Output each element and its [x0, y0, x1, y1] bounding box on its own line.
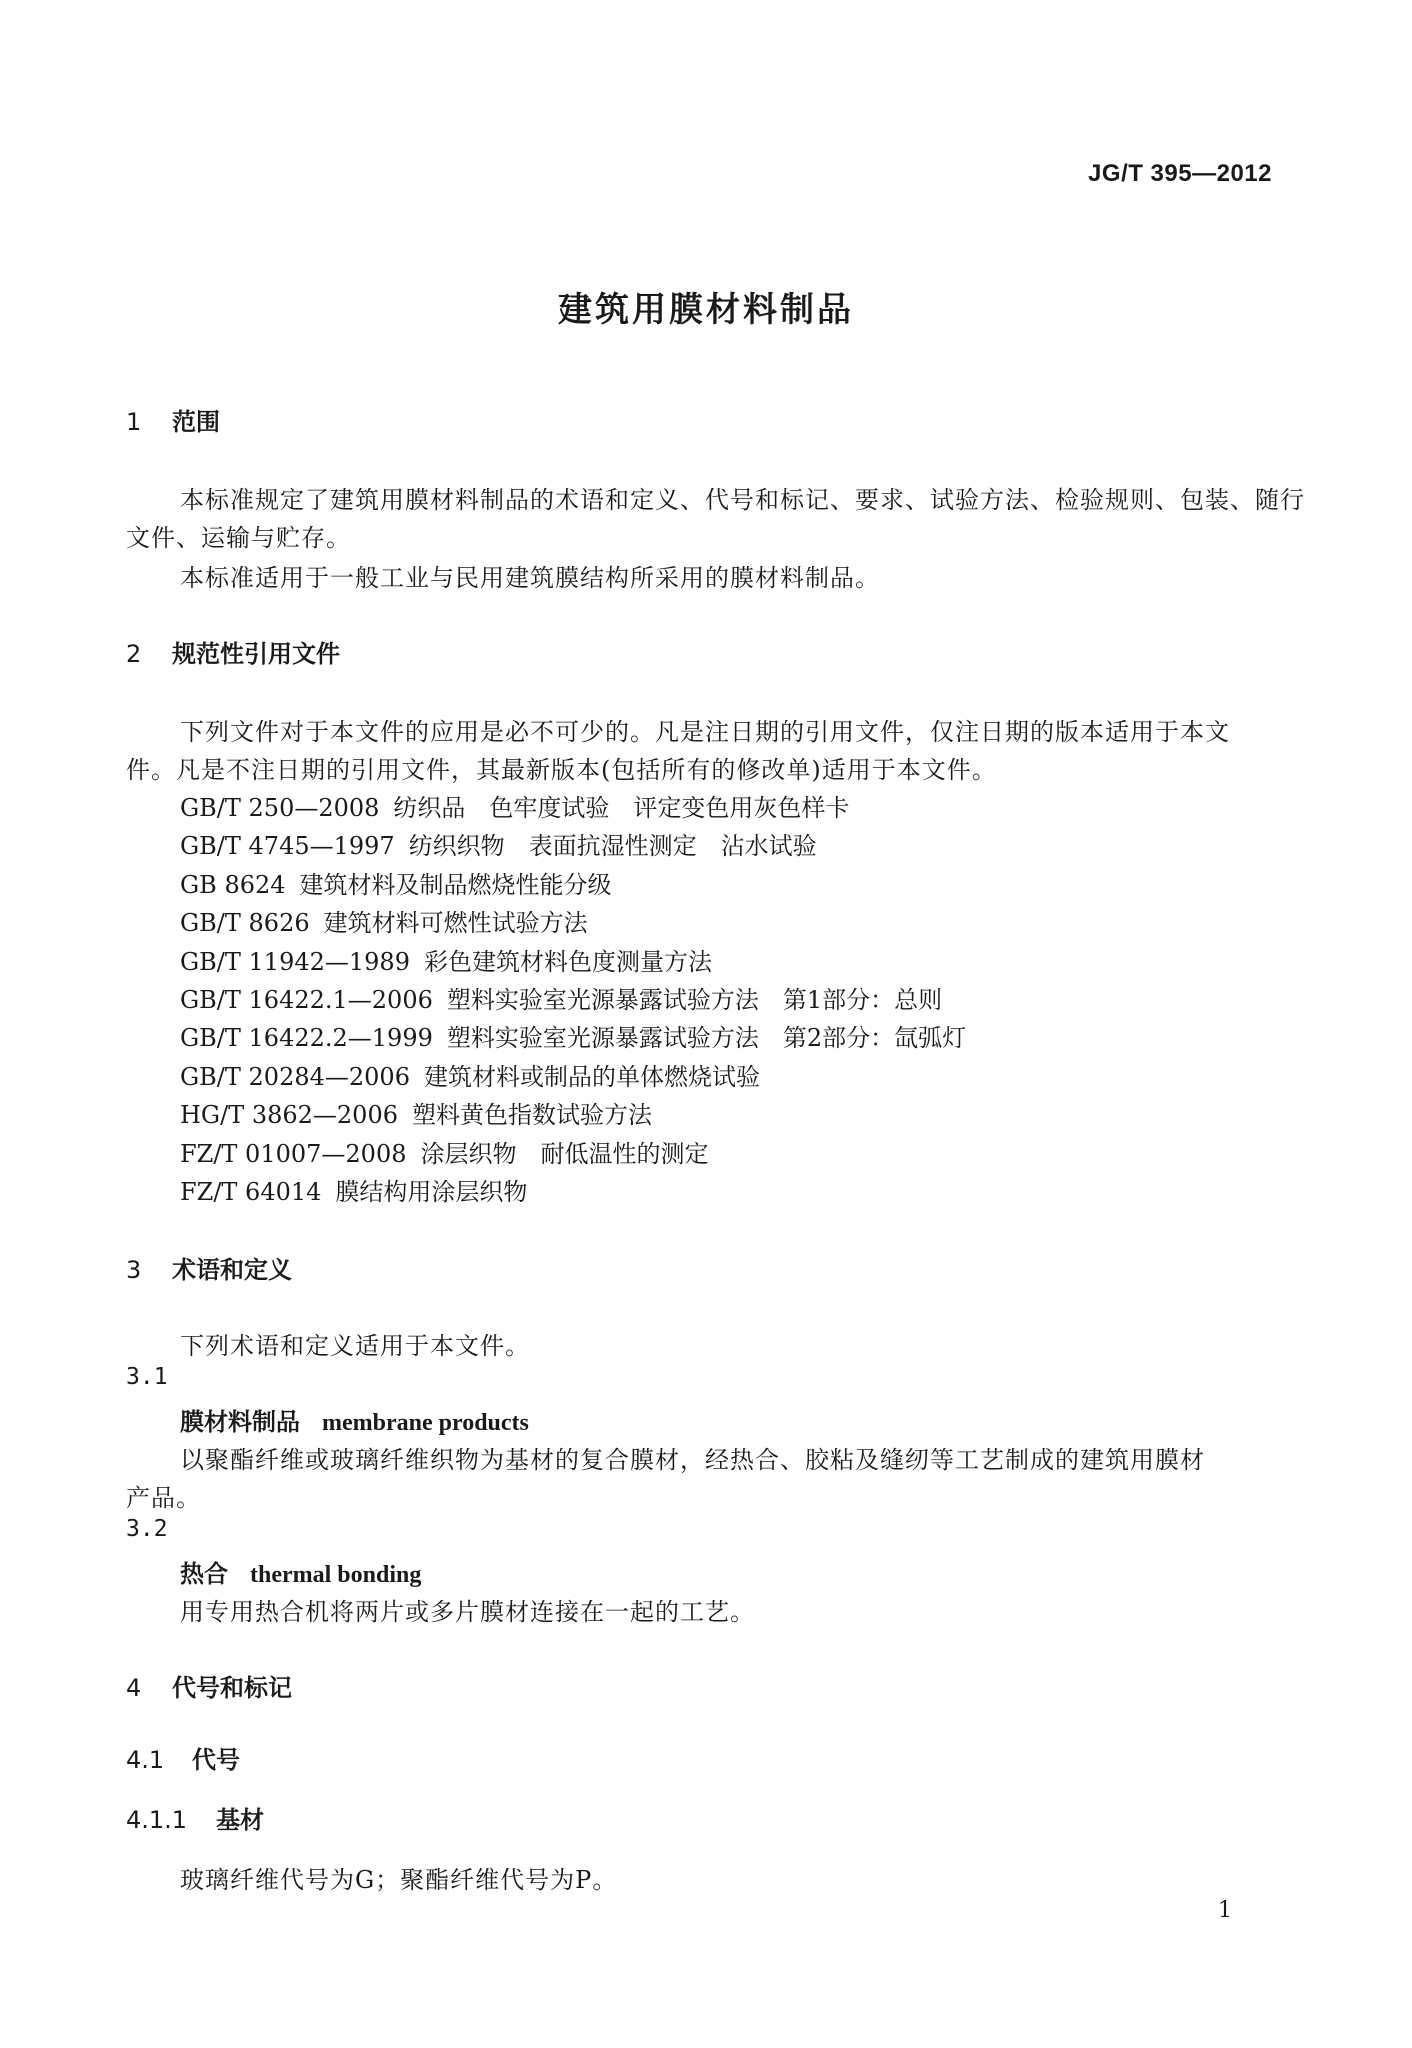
reference-code: GB/T 11942—1989: [180, 948, 410, 976]
section-1-heading: [126, 402, 220, 437]
document-title: 建筑用膜材料制品: [558, 290, 854, 330]
reference-title: 塑料黄色指数试验方法: [411, 1101, 652, 1129]
reference-title: 塑料实验室光源暴露试验方法 第2部分：氙弧灯: [446, 1024, 967, 1052]
reference-title: 纺织品 色牢度试验 评定变色用灰色样卡: [393, 794, 850, 822]
section-2-heading: [126, 634, 340, 669]
term-number: 3.1: [126, 1364, 168, 1390]
base-material-codes: 玻璃纤维代号为G；聚酯纤维代号为P。: [180, 1866, 618, 1894]
scope-paragraph-line1: 本标准规定了建筑用膜材料制品的术语和定义、代号和标记、要求、试验方法、检验规则、包装、随行: [180, 486, 1305, 514]
subsection-number: 4.1: [126, 1746, 165, 1774]
term-heading: [180, 1554, 421, 1589]
term-english: thermal bonding: [250, 1562, 422, 1588]
term-definition-line2: 产品。: [126, 1484, 201, 1512]
scope-paragraph-line2: 文件、运输与贮存。: [126, 524, 351, 552]
reference-code: GB/T 16422.2—1999: [180, 1024, 433, 1052]
reference-item: [180, 903, 588, 938]
term-chinese: 热合: [180, 1560, 228, 1588]
section-title: 规范性引用文件: [172, 640, 340, 668]
term-definition-line1: 以聚酯纤维或玻璃纤维织物为基材的复合膜材，经热合、胶粘及缝纫等工艺制成的建筑用膜材: [180, 1446, 1205, 1474]
references-intro-line1: 下列文件对于本文件的应用是必不可少的。凡是注日期的引用文件，仅注日期的版本适用于本文: [180, 718, 1230, 746]
reference-code: GB/T 250—2008: [180, 794, 380, 822]
section-title: 术语和定义: [172, 1256, 292, 1284]
reference-code: GB 8624: [180, 871, 286, 899]
terms-intro: 下列术语和定义适用于本文件。: [180, 1332, 530, 1360]
reference-title: 涂层织物 耐低温性的测定: [420, 1140, 709, 1168]
reference-code: FZ/T 01007—2008: [180, 1140, 407, 1168]
reference-title: 膜结构用涂层织物: [335, 1178, 528, 1206]
reference-code: GB/T 4745—1997: [180, 832, 395, 860]
reference-code: HG/T 3862—2006: [180, 1101, 398, 1129]
section-title: 范围: [172, 408, 220, 436]
section-number: 2: [126, 640, 142, 668]
section-4-heading: [126, 1668, 292, 1703]
subsubsection-title: 基材: [216, 1806, 264, 1834]
reference-code: GB/T 20284—2006: [180, 1063, 410, 1091]
term-english: membrane products: [322, 1410, 529, 1436]
term-heading: [180, 1402, 529, 1437]
reference-title: 建筑材料可燃性试验方法: [323, 909, 588, 937]
reference-item: [180, 826, 817, 861]
scope-applicability: 本标准适用于一般工业与民用建筑膜结构所采用的膜材料制品。: [180, 564, 880, 592]
reference-title: 建筑材料及制品燃烧性能分级: [299, 871, 612, 899]
reference-title: 塑料实验室光源暴露试验方法 第1部分：总则: [446, 986, 943, 1014]
standard-id: JG/T 395—2012: [1088, 160, 1272, 187]
reference-title: 纺织织物 表面抗湿性测定 沾水试验: [408, 832, 817, 860]
term-number: 3.2: [126, 1516, 168, 1542]
section-3-heading: [126, 1250, 292, 1285]
reference-title: 彩色建筑材料色度测量方法: [423, 948, 712, 976]
reference-item: [180, 1172, 527, 1207]
page-number: 1: [1218, 1898, 1232, 1923]
term-definition-line1: 用专用热合机将两片或多片膜材连接在一起的工艺。: [180, 1598, 755, 1626]
reference-item: [180, 980, 942, 1015]
subsubsection-heading: [126, 1800, 264, 1835]
reference-code: GB/T 16422.1—2006: [180, 986, 433, 1014]
reference-item: [180, 1018, 966, 1053]
section-title: 代号和标记: [172, 1674, 292, 1702]
reference-item: [180, 865, 612, 900]
section-number: 4: [126, 1674, 142, 1702]
subsubsection-number: 4.1.1: [126, 1806, 188, 1834]
subsection-heading: [126, 1740, 240, 1775]
section-number: 3: [126, 1256, 142, 1284]
term-chinese: 膜材料制品: [180, 1408, 300, 1436]
reference-item: [180, 1057, 760, 1092]
section-number: 1: [126, 408, 142, 436]
reference-title: 建筑材料或制品的单体燃烧试验: [423, 1063, 760, 1091]
references-intro-line2: 件。凡是不注日期的引用文件，其最新版本(包括所有的修改单)适用于本文件。: [126, 756, 997, 784]
reference-code: GB/T 8626: [180, 909, 310, 937]
reference-item: [180, 788, 849, 823]
reference-item: [180, 1134, 708, 1169]
reference-item: [180, 1095, 652, 1130]
subsection-title: 代号: [192, 1746, 240, 1774]
reference-item: [180, 942, 712, 977]
reference-code: FZ/T 64014: [180, 1178, 322, 1206]
